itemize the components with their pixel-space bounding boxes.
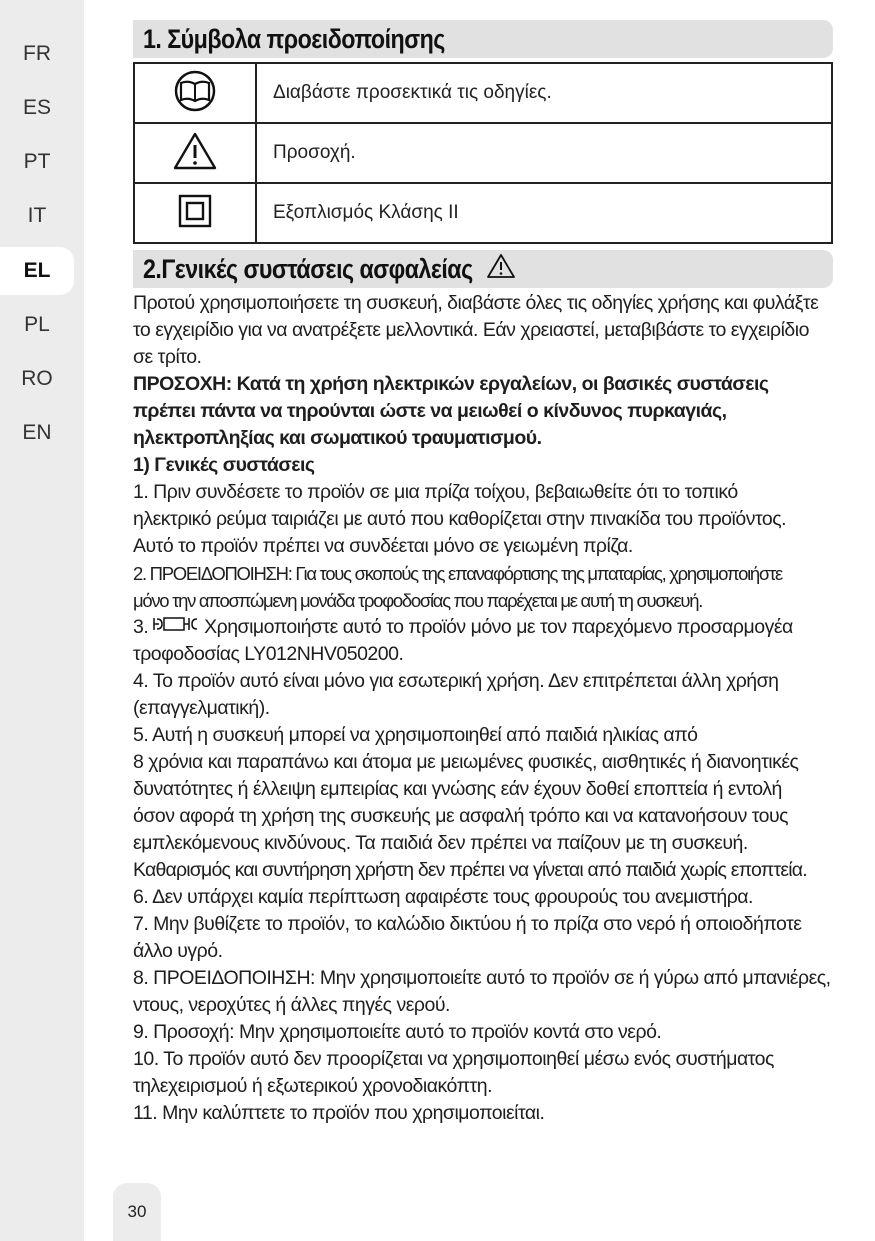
item-line: 11. Μην καλύπτετε το προϊόν που χρησιμοποιείται.	[133, 1102, 545, 1125]
item-line: 2. ΠΡΟΕΙΔΟΠΟΙΗΣΗ: Για τους σκοπούς της επαναφόρτισης της μπαταρίας, χρησιμοποιήστε	[133, 563, 782, 584]
symbol-text: Προσοχή.	[256, 123, 832, 183]
symbols-table	[133, 62, 833, 244]
intro-line: σε τρίτο.	[133, 346, 202, 368]
item-line: 1. Πριν συνδέσετε το προϊόν σε μια πρίζα τοίχου, βεβαιωθείτε ότι το τοπικό	[133, 481, 738, 503]
symbol-row	[134, 123, 832, 183]
symbol-row	[134, 183, 832, 243]
item-line: μόνο την αποσπώμενη μονάδα τροφοδοσίας που παρέχεται με αυτή τη συσκευή.	[133, 590, 703, 611]
warning-triangle-icon	[486, 253, 516, 286]
section-2-title	[133, 250, 833, 288]
warning-triangle-icon	[172, 131, 218, 176]
power-adapter-polarity-icon	[153, 614, 199, 641]
item-line: 8. ΠΡΟΕΙΔΟΠΟΙΗΣΗ: Μην χρησιμοποιείτε αυτό το προϊόν σε ή γύρω από μπανιέρες,	[133, 967, 831, 990]
item-line: 6. Δεν υπάρχει καμία περίπτωση αφαιρέστε τους φρουρούς του ανεμιστήρα.	[133, 886, 753, 909]
caution-line: ΠΡΟΣΟΧΗ: Κατά τη χρήση ηλεκτρικών εργαλείων, οι βασικές συστάσεις	[133, 373, 769, 395]
item-3-text: Χρησιμοποιήστε αυτό το προϊόν μόνο με τον παρεχόμενο προσαρμογέα	[204, 616, 793, 638]
lang-tab-it[interactable]: IT	[27, 204, 47, 227]
item-line: όσον αφορά τη χρήση της συσκευής με ασφαλή τρόπο και να κατανοήσουν τους	[133, 805, 789, 828]
item-line: 4. Το προϊόν αυτό είναι μόνο για εσωτερική χρήση. Δεν επιτρέπεται άλλη χρήση	[133, 670, 779, 693]
lang-tab-pl[interactable]: PL	[24, 313, 50, 336]
lang-tab-ro[interactable]: RO	[21, 367, 53, 390]
subheading: 1) Γενικές συστάσεις	[133, 454, 315, 476]
section-2-title-text: 2.Γενικές συστάσεις ασφαλείας	[143, 253, 473, 284]
lang-tab-fr[interactable]: FR	[23, 42, 51, 65]
intro-line: το εγχειρίδιο για να ανατρέξετε μελλοντικά. Εάν χρειαστεί, μεταβιβάστε το εγχειρίδιο	[133, 319, 809, 341]
intro-line: Προτού χρησιμοποιήσετε τη συσκευή, διαβάστε όλες τις οδηγίες χρήσης και φυλάξτε	[133, 292, 819, 314]
item-line: δυνατότητες ή έλλειψη εμπειρίας και γνώσης εάν έχουν δοθεί εποπτεία ή εντολή	[133, 778, 782, 801]
item-line: 9. Προσοχή: Μην χρησιμοποιείτε αυτό το προϊόν κοντά στο νερό.	[133, 1021, 662, 1044]
item-line: 7. Μην βυθίζετε το προϊόν, το καλώδιο δικτύου ή το πρίζα στο νερό ή οποιοδήποτε	[133, 913, 802, 936]
caution-line: ηλεκτροπληξίας και σωματικού τραυματισμού.	[133, 427, 542, 449]
lang-tab-pt[interactable]: PT	[23, 150, 51, 173]
lang-tab-el[interactable]: EL	[0, 247, 74, 295]
item-line	[133, 614, 833, 641]
symbol-row	[134, 63, 832, 123]
symbol-text: Διαβάστε προσεκτικά τις οδηγίες.	[256, 63, 832, 123]
manual-book-icon	[172, 70, 218, 117]
item-line: τηλεχειρισμού ή εξωτερικού χρονοδιακόπτη.	[133, 1075, 492, 1098]
item-line: ηλεκτρικό ρεύμα ταιριάζει με αυτό που καθορίζεται στην πινακίδα του προϊόντος.	[133, 508, 787, 530]
item-line: εμπλεκόμενους κινδύνους. Τα παιδιά δεν πρέπει να παίζουν με τη συσκευή.	[133, 832, 748, 855]
section-1-title	[133, 20, 833, 58]
symbol-text: Εξοπλισμός Κλάσης ΙΙ	[256, 183, 832, 243]
language-sidebar	[0, 0, 84, 1241]
item-line: 8 χρόνια και παραπάνω και άτομα με μειωμένες φυσικές, αισθητικές ή διανοητικές	[133, 751, 799, 774]
item-line: 5. Αυτή η συσκευή μπορεί να χρησιμοποιηθεί από παιδιά ηλικίας από	[133, 724, 698, 747]
item-line: (επαγγελματική).	[133, 697, 270, 720]
item-line: ντους, νεροχύτες ή άλλες πηγές νερού.	[133, 994, 450, 1017]
item-line: Καθαρισμός και συντήρηση χρήστη δεν πρέπει να γίνεται από παιδιά χωρίς εποπτεία.	[133, 859, 807, 882]
item-line: άλλο υγρό.	[133, 940, 223, 963]
safety-text	[133, 290, 833, 1127]
caution-line: πρέπει πάντα να τηρούνται ώστε να μειωθεί ο κίνδυνος πυρκαγιάς,	[133, 400, 727, 422]
page-number: 30	[113, 1183, 161, 1241]
item-line: τροφοδοσίας LY012NHV050200.	[133, 643, 404, 666]
class-ii-double-square-icon	[178, 194, 212, 233]
item-line: Αυτό το προϊόν πρέπει να συνδέεται μόνο σε γειωμένη πρίζα.	[133, 535, 633, 557]
main-content	[133, 20, 833, 1127]
lang-tab-es[interactable]: ES	[22, 96, 51, 119]
lang-tab-en[interactable]: EN	[22, 421, 52, 444]
item-3-number: 3.	[133, 616, 149, 638]
section-1-title-text: 1. Σύμβολα προειδοποίησης	[143, 23, 445, 54]
item-line: 10. Το προϊόν αυτό δεν προορίζεται να χρησιμοποιηθεί μέσω ενός συστήματος	[133, 1048, 774, 1071]
